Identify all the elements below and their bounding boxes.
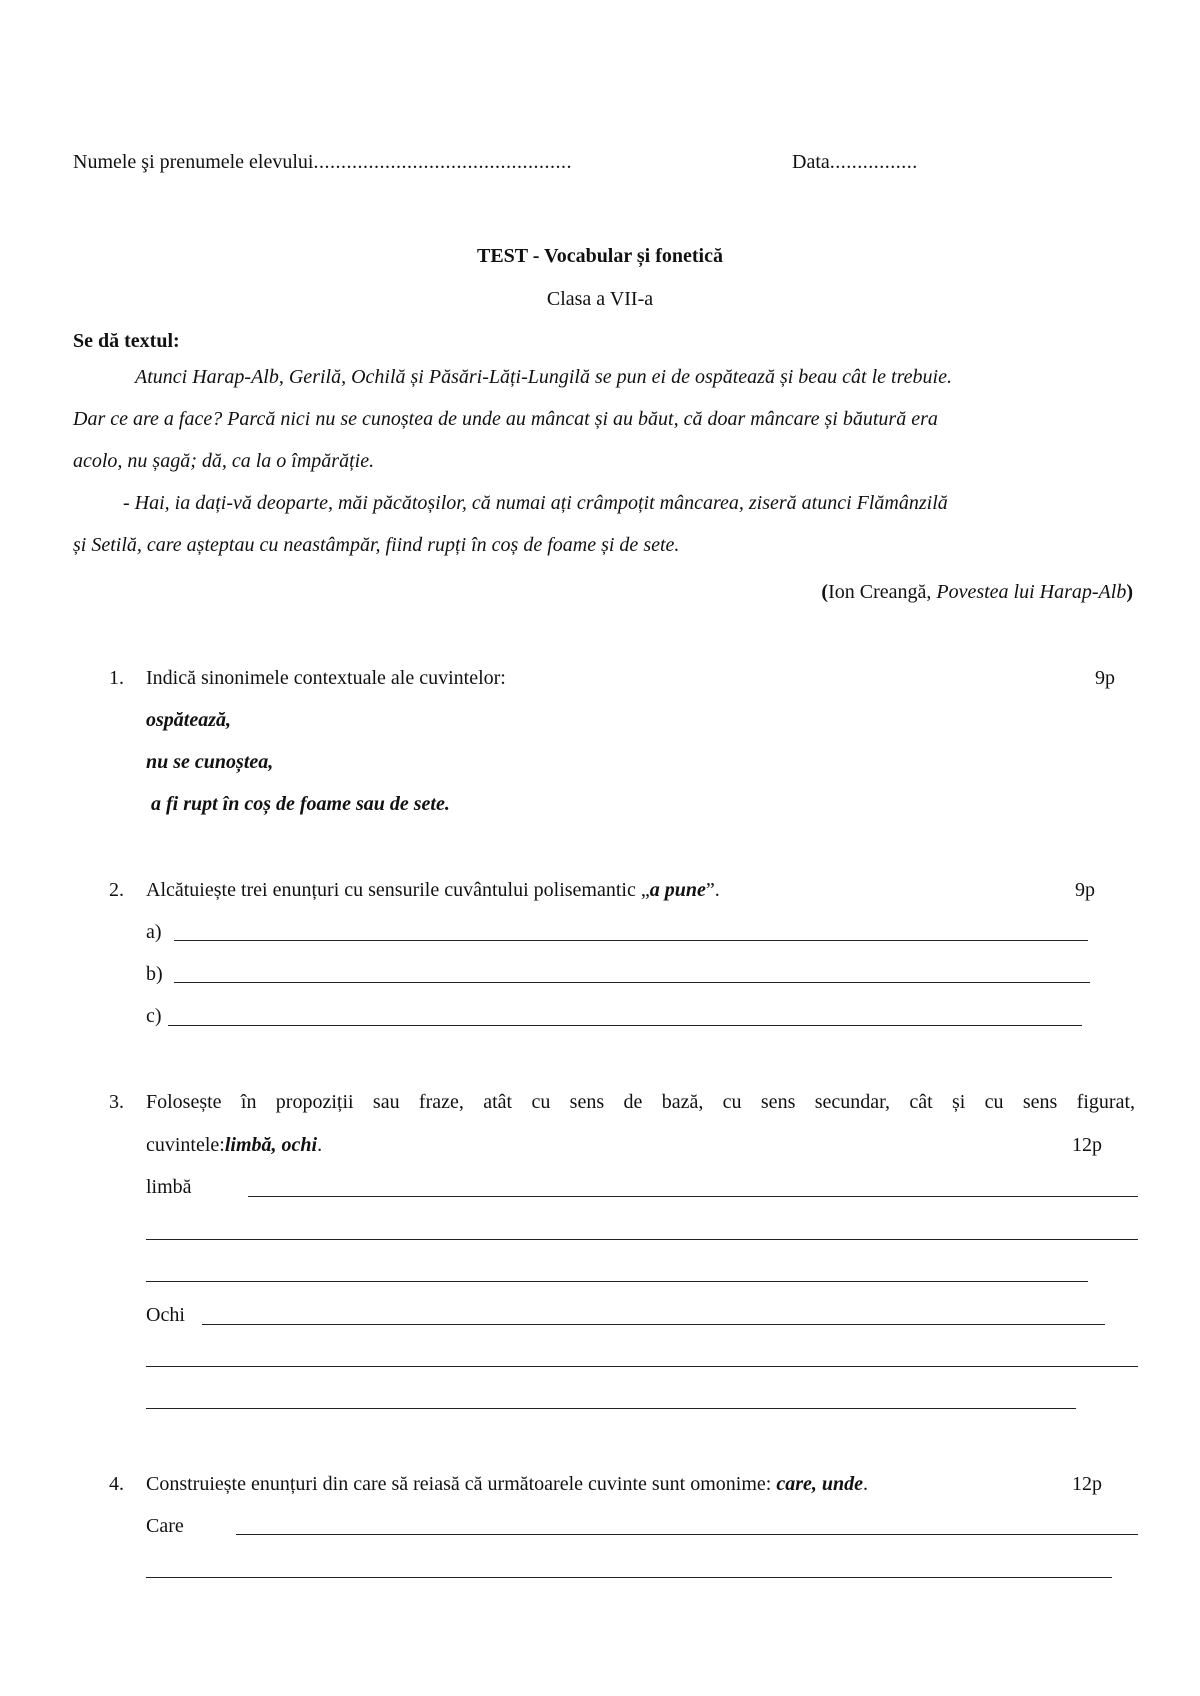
name-fill: ...............................................: [313, 151, 572, 173]
answer-line-care-2[interactable]: [146, 1577, 1112, 1578]
answer-line-limba-3[interactable]: [146, 1281, 1088, 1282]
question-2-text: [146, 878, 720, 902]
passage-line: și Setilă, care așteptau cu neastâmpăr, fiind rupți în coș de foame și de sete.: [73, 534, 680, 556]
passage-line: Atunci Harap-Alb, Gerilă, Ochilă și Păsări-Lăți-Lungilă se pun ei de ospătează și beau cât le trebuie.: [135, 366, 952, 388]
answer-line-ochi-2[interactable]: [146, 1366, 1138, 1367]
passage-source: [821, 580, 1133, 604]
text-intro: Se dă textul:: [73, 330, 180, 352]
question-4-points: 12p: [1072, 1473, 1102, 1495]
question-1-word: a fi rupt în coș de foame sau de sete.: [151, 793, 450, 815]
date-fill: ................: [829, 151, 918, 173]
question-4-text: [146, 1472, 868, 1496]
answer-line-limba-1[interactable]: [248, 1196, 1138, 1197]
question-3-points: 12p: [1072, 1134, 1102, 1156]
question-1-word: nu se cunoștea,: [146, 751, 274, 773]
question-1-text: Indică sinonimele contextuale ale cuvintelor:: [146, 667, 506, 689]
date-label: Data: [792, 151, 830, 173]
source-close-paren: ): [1126, 581, 1133, 603]
source-work: Povestea lui Harap-Alb: [936, 581, 1127, 603]
question-4-text-start: Construiește enunțuri din care să reiasă că următoarele cuvinte sunt omonime:: [146, 1473, 777, 1495]
date-line: [792, 150, 918, 174]
passage-line: - Hai, ia dați-vă deoparte, măi păcătoșilor, că numai ați crâmpoțit mâncarea, ziseră atunci Flămânzilă: [123, 492, 948, 514]
answer-line-ochi-3[interactable]: [146, 1408, 1076, 1409]
question-3-word-limba: limbă: [146, 1176, 192, 1198]
answer-line-b[interactable]: [174, 982, 1090, 983]
question-1-points: 9p: [1095, 667, 1115, 689]
question-2-keyword: a pune: [649, 879, 706, 901]
question-3-text2-end: .: [317, 1134, 323, 1156]
question-3-text-line2: [146, 1133, 322, 1157]
question-number: 4.: [109, 1473, 124, 1495]
source-author: Ion Creangă,: [828, 581, 937, 603]
question-number: 1.: [109, 667, 124, 689]
answer-label-a: a): [146, 921, 162, 943]
question-1-word: ospătează,: [146, 709, 231, 731]
question-number: 3.: [109, 1091, 124, 1113]
answer-label-b: b): [146, 963, 163, 985]
source-open-paren: (: [821, 581, 829, 603]
literary-passage: [73, 356, 1133, 566]
passage-line: Dar ce are a face? Parcă nici nu se cunoștea de unde au mâncat și au băut, că doar mâncare și băutură era: [73, 408, 938, 430]
question-2-points: 9p: [1075, 879, 1095, 901]
question-3-word-ochi: Ochi: [146, 1304, 185, 1326]
question-3-text: Folosește în propoziții sau fraze, atât cu sens de bază, cu sens secundar, cât și cu sens figurat,: [146, 1091, 1135, 1113]
question-number: 2.: [109, 879, 124, 901]
student-name-line: [73, 150, 572, 174]
test-title: TEST - Vocabular și fonetică: [477, 245, 723, 267]
answer-label-c: c): [146, 1005, 162, 1027]
answer-line-c[interactable]: [168, 1025, 1082, 1026]
answer-line-limba-2[interactable]: [146, 1239, 1138, 1240]
answer-line-a[interactable]: [174, 940, 1088, 941]
passage-line: acolo, nu șagă; dă, ca la o împărăție.: [73, 450, 375, 472]
question-2-text-end: ”.: [705, 879, 720, 901]
question-3-keywords: limbă, ochi: [224, 1134, 318, 1156]
question-3-text2: cuvintele:: [146, 1134, 225, 1156]
name-label: Numele şi prenumele elevului: [73, 151, 314, 173]
question-4-text-end: .: [863, 1473, 869, 1495]
question-2-text-start: Alcătuiește trei enunțuri cu sensurile cuvântului polisemantic „: [146, 879, 650, 901]
answer-line-ochi-1[interactable]: [202, 1324, 1105, 1325]
test-subtitle: Clasa a VII-a: [546, 288, 654, 310]
answer-line-care-1[interactable]: [236, 1534, 1138, 1535]
question-4-word-care: Care: [146, 1515, 184, 1537]
question-4-keywords: care, unde: [776, 1473, 864, 1495]
